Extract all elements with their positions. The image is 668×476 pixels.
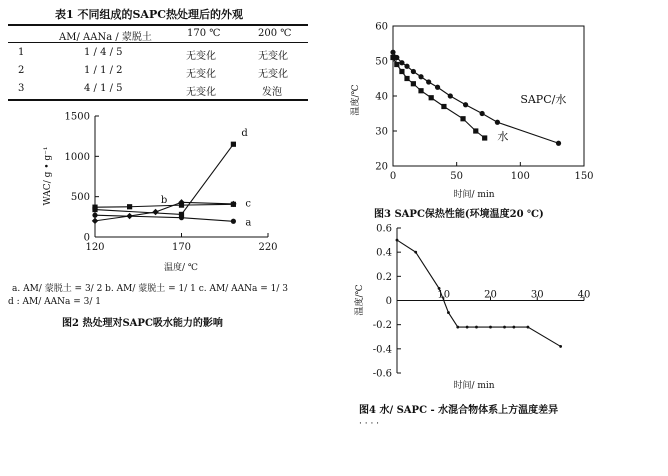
fig4-y-axis-label: 温度/℃ (355, 284, 365, 316)
fig4-x-tick-label-4: 40 (577, 289, 591, 301)
fig4-caption: 图4 水/ SAPC - 水混合物体系上方温度差异 (359, 405, 559, 416)
fig4-point-0-3 (447, 311, 450, 314)
fig3-point-水-2 (399, 69, 404, 74)
fig3-point-水-10 (482, 135, 487, 140)
fig2-point-b-2 (152, 209, 158, 215)
fig3-x-tick-label-0: 0 (389, 171, 397, 182)
fig2-y-tick-label-0: 0 (83, 232, 90, 244)
fig2-point-c-3 (231, 202, 236, 207)
fig2-point-d-2 (231, 142, 236, 147)
table-row-2-no: 2 (18, 65, 25, 76)
fig4-point-0-6 (475, 326, 478, 329)
fig3-point-水-8 (460, 116, 465, 121)
fig4-x-tick-label-1: 10 (437, 289, 451, 301)
fig2-point-a-0 (92, 213, 97, 218)
fig4-x-tick-label-3: 30 (530, 289, 544, 301)
fig2-series-label-d: d (241, 128, 248, 140)
table-row-2-170: 无变化 (186, 69, 216, 80)
fig2-legend-line1: a. AM/ 蒙脱土 = 3/ 2 b. AM/ 蒙脱土 = 1/ 1 c. AM/ AANa = 1/ 3 (12, 284, 288, 294)
fig4-point-0-2 (438, 287, 441, 290)
fig2-x-axis-label: 温度/ ℃ (164, 263, 198, 273)
fig4-point-0-5 (466, 326, 469, 329)
fig2-point-d-0 (92, 207, 97, 212)
fig2-y-tick-label-3: 1500 (64, 111, 90, 123)
fig2-series-label-b: b (160, 194, 168, 206)
fig4-x-axis-label: 时间/ min (453, 381, 495, 391)
fig3-point-SAPC/水-10 (480, 111, 485, 116)
fig3-point-SAPC/水-8 (448, 93, 453, 98)
fig3-point-SAPC/水-3 (404, 64, 409, 69)
fig3-y-tick-label-0: 20 (375, 161, 388, 173)
fig2-series-label-c: c (245, 198, 252, 210)
fig3-point-SAPC/水-6 (426, 79, 431, 84)
fig2-y-axis-label: WAC/ g • g⁻¹ (43, 146, 53, 206)
table-row-2-200: 无变化 (258, 69, 288, 80)
fig4-point-0-0 (396, 239, 399, 242)
table-bottom-rule (8, 99, 308, 101)
fig3-x-axis-label: 时间/ min (453, 190, 495, 200)
fig3-point-水-3 (404, 76, 409, 81)
fig2-point-c-2 (179, 203, 184, 208)
fig3-series-label-water: 水 (497, 129, 509, 143)
fig3-y-tick-label-2: 40 (375, 91, 388, 103)
fig3-series-line-水 (393, 58, 485, 139)
fig4-y-tick-label-2: -0.2 (372, 320, 392, 332)
fig3-point-SAPC/水-7 (435, 85, 440, 90)
fig3-x-tick-label-1: 50 (450, 171, 464, 182)
fig3-point-水-4 (411, 81, 416, 86)
fig2-point-a-2 (231, 219, 236, 224)
fig2-x-tick-label-0: 120 (85, 242, 105, 253)
table-row-1-170: 无变化 (186, 51, 216, 62)
fig3-series-label-sapc: SAPC/水 (520, 93, 567, 106)
table-header-200: 200 ℃ (258, 28, 292, 39)
fig3-y-tick-label-4: 60 (375, 21, 388, 33)
table-row-1-no: 1 (18, 47, 25, 58)
fig2-chart (0, 104, 330, 274)
fig3-point-SAPC/水-2 (399, 60, 404, 65)
table-row-3-ratio: 4 / 1 / 5 (84, 83, 123, 94)
table-row-1-200: 无变化 (258, 51, 288, 62)
table-top-rule (8, 24, 308, 26)
fig4-point-0-11 (559, 345, 562, 348)
fig3-point-水-5 (418, 88, 423, 93)
fig3-point-SAPC/水-4 (411, 69, 416, 74)
fig4-point-0-4 (456, 326, 459, 329)
fig3-point-SAPC/水-12 (556, 141, 561, 146)
fig4-point-0-8 (503, 326, 506, 329)
table-header-rule (8, 42, 308, 43)
table-row-3-no: 3 (18, 83, 25, 94)
fig3-point-水-9 (473, 128, 478, 133)
fig4-y-tick-label-5: 0.4 (376, 247, 392, 259)
fig3-y-tick-label-3: 50 (375, 56, 388, 68)
fig2-y-tick-label-2: 1000 (64, 151, 90, 163)
table-header-composition: AM/ AANa / 蒙脱土 (59, 32, 152, 43)
fig3-point-水-1 (394, 62, 399, 67)
fig4-point-0-10 (527, 326, 530, 329)
fig2-series-label-a: a (245, 217, 252, 229)
fig4-y-tick-label-3: 0 (385, 296, 392, 307)
fig3-caption: 图3 SAPC保热性能(环境温度20 ℃) (374, 209, 544, 220)
fig4-caption-continued: · · · · (359, 419, 380, 429)
fig3-point-水-7 (441, 104, 446, 109)
table-title: 表1 不同组成的SAPC热处理后的外观 (55, 8, 243, 21)
fig3-chart (340, 0, 665, 202)
fig3-y-axis-label: 温度/℃ (351, 84, 361, 116)
fig2-caption: 图2 热处理对SAPC吸水能力的影响 (62, 318, 223, 329)
fig4-x-tick-label-2: 20 (484, 289, 497, 301)
table-row-2-ratio: 1 / 1 / 2 (84, 65, 123, 76)
fig4-point-0-7 (489, 326, 492, 329)
table-row-3-170: 无变化 (186, 87, 216, 98)
fig2-point-b-0 (92, 218, 98, 224)
fig2-point-b-1 (126, 213, 132, 219)
fig2-x-tick-label-1: 170 (171, 242, 192, 253)
fig3-point-SAPC/水-9 (463, 102, 468, 107)
table-row-3-200: 发泡 (262, 87, 282, 98)
fig2-point-c-1 (127, 204, 132, 209)
fig4-chart (340, 218, 665, 398)
fig3-y-tick-label-1: 30 (375, 126, 388, 138)
fig3-x-tick-label-3: 150 (574, 171, 594, 182)
fig2-point-d-1 (179, 212, 184, 217)
fig4-y-tick-label-6: 0.6 (376, 223, 392, 235)
fig4-y-tick-label-0: -0.6 (372, 368, 392, 380)
fig3-point-SAPC/水-11 (495, 120, 500, 125)
fig3-point-水-0 (390, 55, 395, 60)
fig3-x-tick-label-2: 100 (510, 171, 530, 182)
fig4-point-0-1 (414, 251, 417, 254)
table-row-1-ratio: 1 / 4 / 5 (84, 47, 123, 58)
fig3-point-SAPC/水-0 (390, 50, 395, 55)
fig4-point-0-9 (512, 326, 515, 329)
table-header-170: 170 ℃ (187, 28, 221, 39)
fig4-y-tick-label-1: -0.4 (372, 344, 392, 356)
fig2-y-tick-label-1: 500 (70, 192, 90, 204)
fig3-point-SAPC/水-5 (418, 74, 423, 79)
fig2-x-tick-label-2: 220 (258, 242, 278, 253)
fig4-y-tick-label-4: 0.2 (376, 271, 392, 283)
fig2-legend-line2: d : AM/ AANa = 3/ 1 (8, 297, 101, 307)
fig3-point-水-6 (429, 95, 434, 100)
